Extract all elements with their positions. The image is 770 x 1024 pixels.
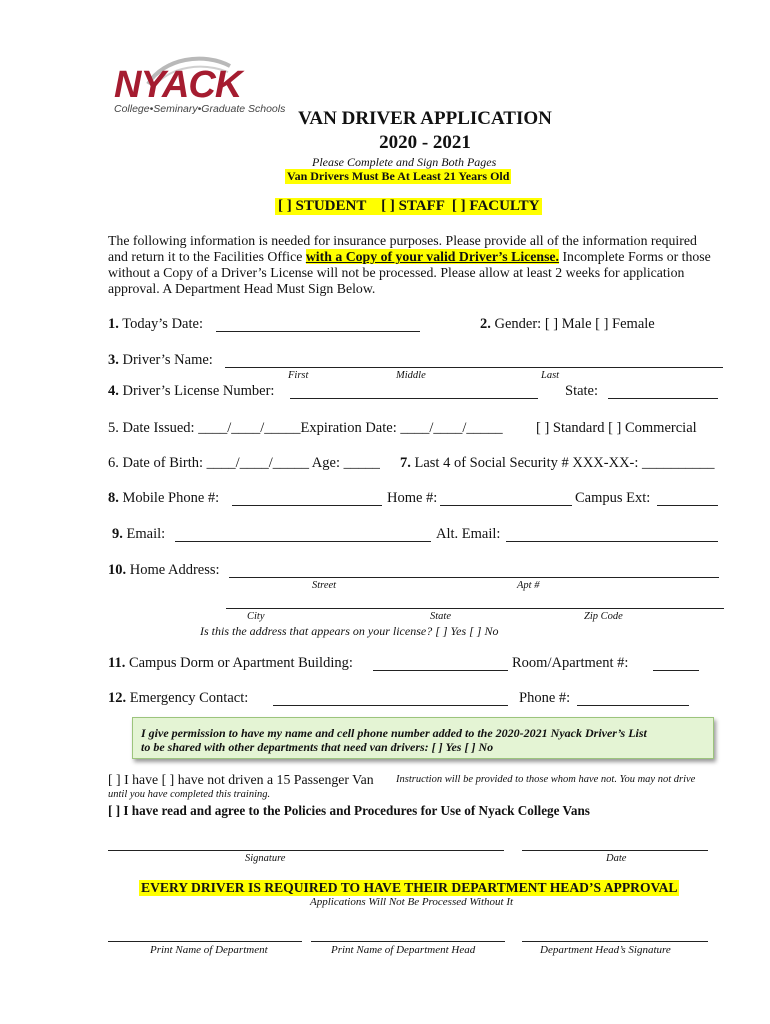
email-field[interactable] bbox=[175, 541, 431, 542]
campus-ext-label: Campus Ext: bbox=[575, 490, 651, 506]
home-phone-field[interactable] bbox=[440, 505, 572, 506]
apt-caption: Apt # bbox=[517, 580, 540, 591]
license-number-label bbox=[108, 383, 274, 400]
intro-highlight: with a Copy of your valid Driver’s License. bbox=[305, 249, 560, 264]
q2-text: Gender: [ ] Male [ ] Female bbox=[494, 316, 655, 332]
emergency-contact-field[interactable] bbox=[273, 705, 508, 706]
van-experience-options[interactable]: [ ] I have [ ] have not driven a 15 Passenger Van bbox=[108, 772, 374, 787]
intro-paragraph bbox=[108, 233, 718, 297]
q12-number: 12. bbox=[108, 690, 127, 706]
logo-tagline: College•Seminary•Graduate Schools bbox=[114, 103, 286, 115]
q10-text: Home Address: bbox=[129, 562, 220, 578]
name-last-caption: Last bbox=[541, 370, 560, 381]
state-caption: State bbox=[430, 611, 451, 622]
zip-caption: Zip Code bbox=[584, 611, 623, 622]
q3-number: 3. bbox=[108, 352, 119, 368]
q3-text: Driver’s Name: bbox=[122, 352, 213, 368]
campus-dorm-label bbox=[108, 655, 353, 672]
license-type-options[interactable]: [ ] Standard [ ] Commercial bbox=[536, 420, 697, 436]
date-field[interactable] bbox=[522, 850, 708, 851]
page-year: 2020 - 2021 bbox=[379, 132, 471, 153]
todays-date-field[interactable] bbox=[216, 331, 420, 332]
campus-ext-field[interactable] bbox=[657, 505, 718, 506]
drivers-name-field[interactable] bbox=[225, 367, 723, 368]
training-note-line-1: Instruction will be provided to those whom have not. You may not drive bbox=[396, 774, 696, 785]
q9-text: Email: bbox=[126, 526, 166, 542]
date-caption: Date bbox=[606, 853, 627, 864]
department-name-caption: Print Name of Department bbox=[150, 944, 268, 956]
intro-text-2: Incomplete Forms or those without a Copy of a Driver’s License will not be processed. Please allow at least 2 weeks for application approval. A Department Head Must Sign Below. bbox=[108, 249, 711, 296]
home-phone-label: Home #: bbox=[387, 490, 438, 506]
room-label: Room/Apartment #: bbox=[512, 655, 629, 671]
logo-wordmark: NYACK bbox=[114, 64, 242, 106]
todays-date-label bbox=[108, 316, 203, 333]
q1-text: Today’s Date: bbox=[122, 316, 203, 332]
intro-text-1: The following information is needed for insurance purposes. Please provide all of the information required and return it to the Facilities Office bbox=[108, 233, 697, 264]
q11-number: 11. bbox=[108, 655, 126, 671]
name-middle-caption: Middle bbox=[396, 370, 426, 381]
training-note-line-2: until you have completed this training. bbox=[108, 789, 271, 800]
ssn-last4-label[interactable] bbox=[400, 455, 715, 472]
city-caption: City bbox=[247, 611, 265, 622]
q2-number: 2. bbox=[480, 316, 491, 332]
department-head-name-field[interactable] bbox=[311, 941, 505, 942]
department-name-field[interactable] bbox=[108, 941, 302, 942]
policy-agreement[interactable]: [ ] I have read and agree to the Policies and Procedures for Use of Nyack College Vans bbox=[108, 803, 590, 818]
emergency-phone-label: Phone #: bbox=[519, 690, 571, 706]
street-caption: Street bbox=[312, 580, 337, 591]
state-field[interactable] bbox=[608, 398, 718, 399]
permission-box bbox=[132, 717, 714, 759]
mobile-phone-label bbox=[108, 490, 219, 507]
age-notice: Van Drivers Must Be At Least 21 Years Old bbox=[287, 169, 510, 183]
approval-notice: EVERY DRIVER IS REQUIRED TO HAVE THEIR DEPARTMENT HEAD’S APPROVAL bbox=[141, 880, 678, 895]
q7-number: 7. bbox=[400, 455, 411, 471]
state-label: State: bbox=[565, 383, 599, 399]
q12-text: Emergency Contact: bbox=[129, 690, 249, 706]
department-head-name-caption: Print Name of Department Head bbox=[331, 944, 476, 956]
emergency-phone-field[interactable] bbox=[577, 705, 689, 706]
q9-number: 9. bbox=[112, 526, 123, 542]
department-head-signature-caption: Department Head’s Signature bbox=[540, 944, 671, 956]
street-address-field[interactable] bbox=[229, 577, 719, 578]
name-first-caption: First bbox=[288, 370, 309, 381]
license-number-field[interactable] bbox=[290, 398, 538, 399]
q10-number: 10. bbox=[108, 562, 127, 578]
page-subtitle: Please Complete and Sign Both Pages bbox=[312, 155, 497, 169]
q7-text: Last 4 of Social Security # XXX-XX-: __________ bbox=[414, 455, 715, 471]
page-title: VAN DRIVER APPLICATION bbox=[298, 108, 552, 129]
license-address-question[interactable]: Is this the address that appears on your license? [ ] Yes [ ] No bbox=[200, 624, 499, 638]
campus-dorm-field[interactable] bbox=[373, 670, 508, 671]
q4-text: Driver’s License Number: bbox=[122, 383, 275, 399]
emergency-contact-label bbox=[108, 690, 248, 707]
room-field[interactable] bbox=[653, 670, 699, 671]
signature-field[interactable] bbox=[108, 850, 504, 851]
mobile-phone-field[interactable] bbox=[232, 505, 382, 506]
permission-line-2[interactable]: to be shared with other departments that need van drivers: [ ] Yes [ ] No bbox=[141, 740, 494, 754]
city-state-zip-field[interactable] bbox=[226, 608, 724, 609]
gender-label[interactable] bbox=[480, 316, 655, 333]
alt-email-field[interactable] bbox=[506, 541, 718, 542]
signature-caption: Signature bbox=[245, 853, 286, 864]
drivers-name-label bbox=[108, 352, 213, 369]
email-label bbox=[112, 526, 165, 543]
permission-line-1: I give permission to have my name and cell phone number added to the 2020-2021 Nyack Driver’s List bbox=[141, 726, 647, 740]
department-head-signature-field[interactable] bbox=[522, 941, 708, 942]
home-address-label bbox=[108, 562, 220, 579]
date-of-birth-age[interactable]: 6. Date of Birth: ____/____/_____ Age: _____ bbox=[108, 455, 380, 471]
approval-subnotice: Applications Will Not Be Processed Without It bbox=[310, 896, 514, 908]
alt-email-label: Alt. Email: bbox=[436, 526, 501, 542]
q11-text: Campus Dorm or Apartment Building: bbox=[128, 655, 353, 671]
q1-number: 1. bbox=[108, 316, 119, 332]
date-issued-expiration[interactable]: 5. Date Issued: ____/____/_____Expiration Date: ____/____/_____ bbox=[108, 420, 503, 436]
q4-number: 4. bbox=[108, 383, 119, 399]
q8-number: 8. bbox=[108, 490, 119, 506]
q8-text: Mobile Phone #: bbox=[122, 490, 220, 506]
role-options[interactable]: [ ] STUDENT [ ] STAFF [ ] FACULTY bbox=[275, 198, 542, 215]
